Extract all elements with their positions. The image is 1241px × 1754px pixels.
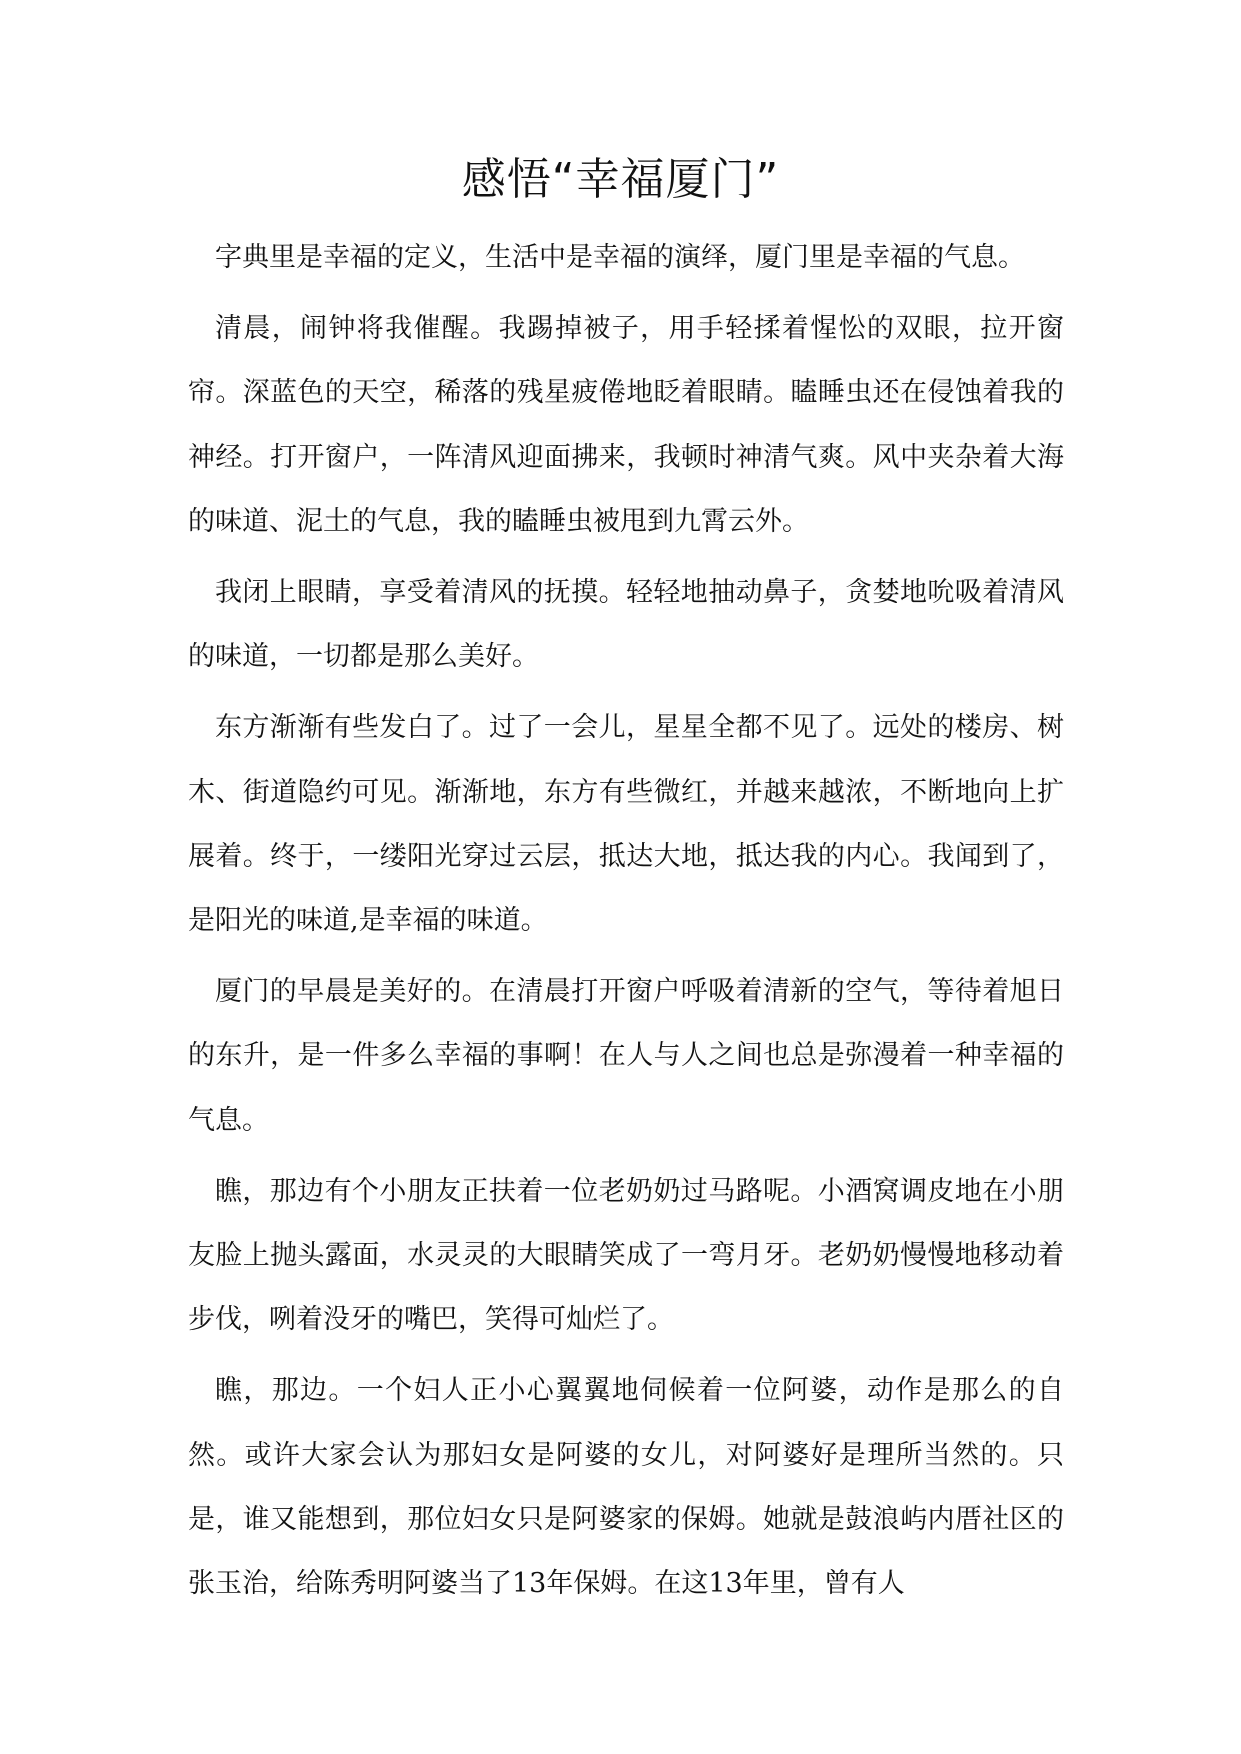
paragraph: 瞧，那边。一个妇人正小心翼翼地伺候着一位阿婆，动作是那么的自然。或许大家会认为那妇女是阿婆的女儿，对阿婆好是理所当然的。只是，谁又能想到，那位妇女只是阿婆家的保姆。她就是鼓浪屿内厝社区的张玉治，给陈秀明阿婆当了13年保姆。在这13年里，曾有人 (188, 1375, 1064, 1600)
paragraph: 清晨，闹钟将我催醒。我踢掉被子，用手轻揉着惺忪的双眼，拉开窗帘。深蓝色的天空，稀落的残星疲倦地眨着眼睛。瞌睡虫还在侵蚀着我的神经。打开窗户，一阵清风迎面拂来，我顿时神清气爽。风中夹杂着大海的味道、泥土的气息，我的瞌睡虫被甩到九霄云外。 (188, 313, 1064, 537)
document-body (188, 226, 1064, 1623)
paragraph: 瞧，那边有个小朋友正扶着一位老奶奶过马路呢。小酒窝调皮地在小朋友脸上抛头露面，水灵灵的大眼睛笑成了一弯月牙。老奶奶慢慢地移动着步伐，咧着没牙的嘴巴，笑得可灿烂了。 (188, 1175, 1064, 1336)
paragraph: 字典里是幸福的定义，生活中是幸福的演绎，厦门里是幸福的气息。 (215, 242, 1025, 273)
document-title: 感悟“幸福厦门” (461, 154, 780, 205)
paragraph: 厦门的早晨是美好的。在清晨打开窗户呼吸着清新的空气，等待着旭日的东升，是一件多么幸福的事啊！在人与人之间也总是弥漫着一种幸福的气息。 (188, 976, 1064, 1136)
paragraph: 我闭上眼睛，享受着清风的抚摸。轻轻地抽动鼻子，贪婪地吮吸着清风的味道，一切都是那么美好。 (188, 577, 1064, 673)
paragraph: 东方渐渐有些发白了。过了一会儿，星星全都不见了。远处的楼房、树木、街道隐约可见。渐渐地，东方有些微红，并越来越浓，不断地向上扩展着。终于，一缕阳光穿过云层，抵达大地，抵达我的内心。我闻到了，是阳光的味道,是幸福的味道。 (188, 712, 1064, 937)
